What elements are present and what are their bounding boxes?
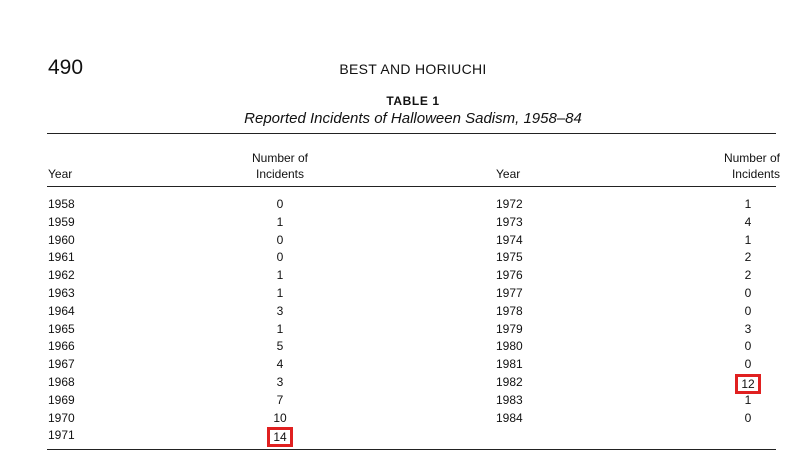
incidents-value: 4: [276, 357, 284, 372]
incidents-value: 3: [276, 303, 284, 318]
year-cell: [48, 232, 75, 250]
header-year-right: Year: [496, 167, 521, 181]
year-value: 1982: [496, 374, 523, 389]
year-value: 1974: [496, 232, 523, 247]
year-value: 1977: [496, 285, 523, 300]
incidents-cell: [260, 321, 300, 339]
incidents-cell: [728, 356, 768, 374]
right-incidents-column: [728, 196, 768, 427]
right-year-column: [496, 196, 523, 427]
header-incidents-left: [230, 150, 330, 182]
year-cell: [48, 303, 75, 321]
year-cell: [496, 321, 523, 339]
incidents-cell: [260, 427, 300, 445]
table-label: TABLE 1: [386, 94, 440, 108]
year-cell: [496, 410, 523, 428]
incidents-cell: [728, 338, 768, 356]
year-value: 1972: [496, 197, 523, 211]
year-cell: [496, 214, 523, 232]
year-value: 1967: [48, 357, 75, 372]
header-incidents-line2: Incidents: [731, 167, 780, 181]
year-cell: [48, 338, 75, 356]
incidents-cell: [260, 303, 300, 321]
year-value: 1970: [48, 410, 75, 425]
table-title: Reported Incidents of Halloween Sadism, 1958–84: [244, 110, 582, 127]
incidents-cell: [260, 374, 300, 392]
incidents-value: 2: [744, 250, 752, 265]
header-incidents-line1: Number of: [723, 151, 780, 165]
incidents-cell: [728, 285, 768, 303]
year-value: 1971: [48, 428, 75, 443]
incidents-cell: [728, 321, 768, 339]
year-cell: [496, 356, 523, 374]
incidents-cell: [260, 214, 300, 232]
incidents-cell: [728, 214, 768, 232]
header-year-left: Year: [48, 167, 73, 181]
year-cell: [48, 285, 75, 303]
incidents-cell: [260, 249, 300, 267]
incidents-value: 1: [276, 321, 284, 336]
year-cell: [48, 321, 75, 339]
incidents-value: 7: [276, 392, 284, 407]
year-cell: [48, 356, 75, 374]
year-value: 1975: [496, 250, 523, 265]
table-top-rule: [47, 133, 776, 134]
incidents-cell: [260, 285, 300, 303]
incidents-value: 1: [276, 214, 284, 229]
incidents-cell: [728, 249, 768, 267]
incidents-value: 10: [273, 410, 287, 425]
header-incidents-right: [700, 150, 780, 182]
year-cell: [496, 338, 523, 356]
incidents-value: 0: [276, 250, 284, 265]
year-value: 1969: [48, 392, 75, 407]
incidents-cell: [260, 232, 300, 250]
year-value: 1968: [48, 374, 75, 389]
incidents-value: 4: [744, 214, 752, 229]
left-incidents-column: [260, 196, 300, 445]
year-cell: [48, 249, 75, 267]
year-cell: [48, 374, 75, 392]
year-value: 1959: [48, 214, 75, 229]
left-year-column: [48, 196, 75, 445]
highlighted-incidents-value: 12: [735, 374, 760, 394]
incidents-cell: [260, 338, 300, 356]
table-bottom-rule: [47, 449, 776, 450]
year-cell: [496, 285, 523, 303]
highlighted-incidents-value: 14: [267, 427, 292, 447]
incidents-value: 5: [276, 339, 284, 354]
incidents-cell: [728, 303, 768, 321]
year-cell: [496, 232, 523, 250]
incidents-value: 3: [276, 374, 284, 389]
incidents-value: 1: [276, 268, 284, 283]
incidents-value: 0: [744, 357, 752, 372]
incidents-cell: [260, 267, 300, 285]
year-value: 1964: [48, 303, 75, 318]
year-value: 1973: [496, 214, 523, 229]
incidents-value: 3: [744, 321, 752, 336]
year-value: 1984: [496, 410, 523, 425]
incidents-value: 0: [276, 232, 284, 247]
incidents-cell: [260, 410, 300, 428]
incidents-cell: [260, 392, 300, 410]
header-incidents-line2: Incidents: [255, 167, 305, 181]
incidents-value: 0: [744, 339, 752, 354]
incidents-cell: [728, 392, 768, 410]
year-value: 1962: [48, 268, 75, 283]
year-value: 1958: [48, 197, 75, 211]
year-cell: [48, 392, 75, 410]
year-cell: [496, 196, 523, 214]
incidents-cell: [728, 410, 768, 428]
header-incidents-line1: Number of: [251, 151, 309, 165]
incidents-value: 1: [744, 197, 752, 211]
incidents-cell: [728, 267, 768, 285]
year-cell: [48, 196, 75, 214]
year-cell: [496, 392, 523, 410]
year-cell: [48, 214, 75, 232]
year-value: 1976: [496, 268, 523, 283]
incidents-cell: [728, 374, 768, 392]
year-value: 1983: [496, 392, 523, 407]
table-header-rule: [47, 186, 776, 187]
incidents-value: 0: [276, 197, 284, 211]
year-value: 1981: [496, 357, 523, 372]
year-value: 1965: [48, 321, 75, 336]
incidents-value: 2: [744, 268, 752, 283]
year-cell: [496, 303, 523, 321]
incidents-value: 1: [744, 232, 752, 247]
year-cell: [48, 410, 75, 428]
incidents-cell: [728, 232, 768, 250]
year-cell: [48, 427, 75, 445]
year-value: 1963: [48, 285, 75, 300]
year-cell: [496, 374, 523, 392]
year-cell: [496, 267, 523, 285]
incidents-cell: [260, 356, 300, 374]
year-value: 1978: [496, 303, 523, 318]
year-value: 1966: [48, 339, 75, 354]
incidents-cell: [260, 196, 300, 214]
incidents-value: 0: [744, 303, 752, 318]
year-value: 1980: [496, 339, 523, 354]
year-cell: [496, 249, 523, 267]
year-value: 1979: [496, 321, 523, 336]
incidents-cell: [728, 196, 768, 214]
incidents-value: 0: [744, 285, 752, 300]
year-value: 1961: [48, 250, 75, 265]
running-head: BEST AND HORIUCHI: [339, 61, 487, 77]
year-value: 1960: [48, 232, 75, 247]
page-number: 490: [48, 56, 84, 79]
incidents-value: 1: [744, 392, 752, 407]
incidents-value: 0: [744, 410, 752, 425]
incidents-value: 1: [276, 285, 284, 300]
year-cell: [48, 267, 75, 285]
